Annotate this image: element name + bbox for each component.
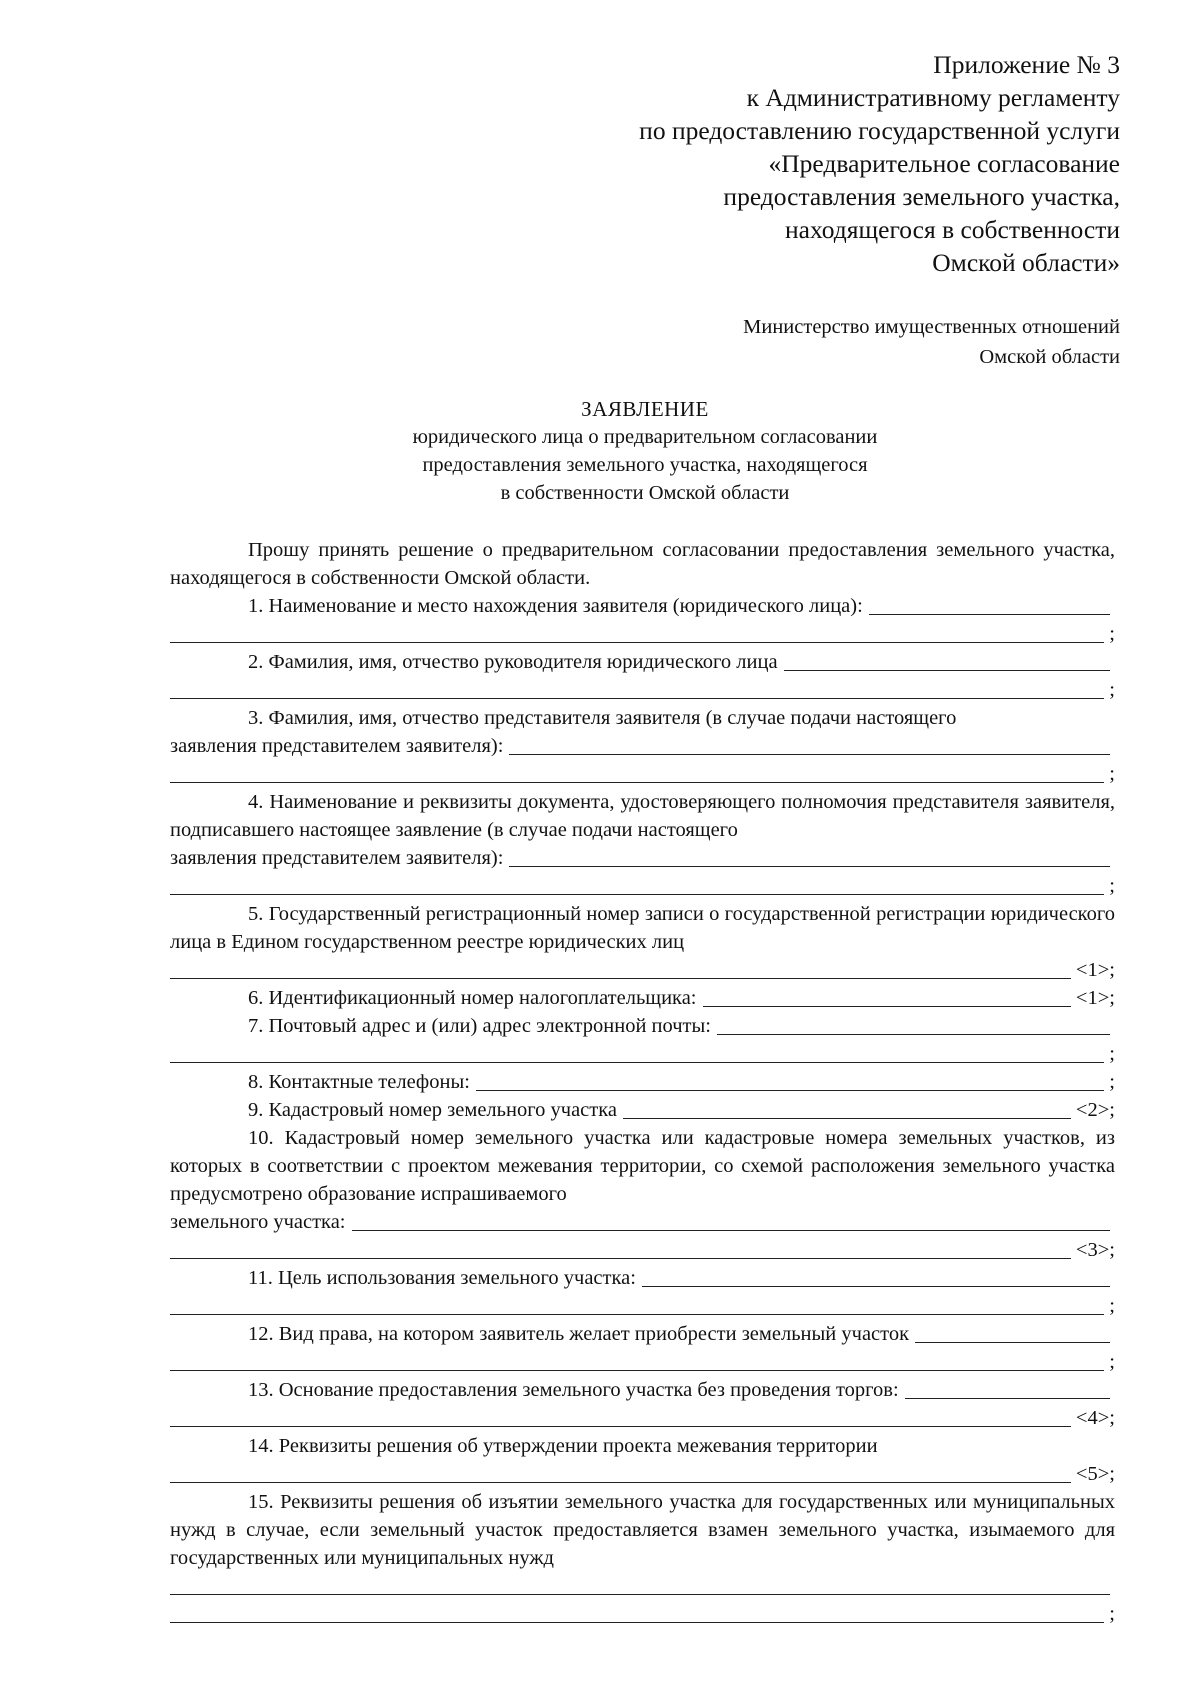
title-sub: в собственности Омской области <box>500 482 790 504</box>
item-label: 2. Фамилия, имя, отчество руководителя юридического лица <box>248 651 778 673</box>
header-line: Омской области» <box>932 248 1120 277</box>
item-3 <box>170 732 1115 760</box>
item-label: заявления представителем заявителя): <box>170 735 504 757</box>
header-line: «Предварительное согласование <box>768 149 1120 178</box>
fill-line[interactable] <box>476 1070 1104 1091</box>
intro-paragraph: Прошу принять решение о предварительном согласовании предоставления земельного участка, находящегося в собственности Омской области. <box>170 539 1115 589</box>
fill-line[interactable] <box>623 1098 1071 1119</box>
fill-line[interactable] <box>915 1322 1110 1343</box>
fill-line[interactable] <box>170 762 1104 783</box>
line-end-mark: ; <box>1109 1043 1115 1065</box>
line-end-mark: ; <box>1109 1071 1115 1093</box>
footnote-mark: <5>; <box>1075 1463 1115 1485</box>
item-15-text: 15. Реквизиты решения об изъятии земельного участка для государственных или муниципальных нужд в случае, если земельный участок предоставляется взамен земельного участка, изымаемого для государственных или муниципальных нужд <box>170 1491 1115 1569</box>
line-end-mark: ; <box>1109 1603 1115 1625</box>
application-body <box>170 536 1115 1628</box>
fill-line[interactable] <box>905 1378 1110 1399</box>
line-end-mark: ; <box>1109 679 1115 701</box>
fill-line[interactable] <box>170 958 1071 979</box>
item-5-line <box>170 956 1115 984</box>
fill-line[interactable] <box>170 1238 1071 1259</box>
fill-line[interactable] <box>170 874 1104 895</box>
title-sub: предоставления земельного участка, находящегося <box>422 454 868 476</box>
header-line: Приложение № 3 <box>933 50 1120 79</box>
item-14-line <box>170 1460 1115 1488</box>
title-sub: юридического лица о предварительном согласовании <box>412 426 878 448</box>
addressee <box>743 312 1120 372</box>
fill-line[interactable] <box>170 1406 1071 1427</box>
item-label: 6. Идентификационный номер налогоплательщика: <box>248 987 697 1009</box>
item-9 <box>170 1096 1115 1124</box>
item-7 <box>170 1012 1115 1040</box>
line-end-mark: ; <box>1109 1295 1115 1317</box>
fill-line[interactable] <box>170 1574 1110 1595</box>
item-13-continuation <box>170 1404 1115 1432</box>
item-8 <box>170 1068 1115 1096</box>
fill-line[interactable] <box>703 986 1071 1007</box>
footnote-mark: <1>; <box>1075 959 1115 981</box>
item-label: земельного участка: <box>170 1211 346 1233</box>
item-10-continuation <box>170 1236 1115 1264</box>
item-4-text: 4. Наименование и реквизиты документа, удостоверяющего полномочия представителя заявителя, подписавшего настоящее заявление (в случае подачи настоящего <box>170 791 1115 841</box>
fill-line[interactable] <box>352 1210 1110 1231</box>
footnote-mark: <1>; <box>1075 987 1115 1009</box>
item-1-continuation <box>170 620 1115 648</box>
fill-line[interactable] <box>717 1014 1110 1035</box>
fill-line[interactable] <box>170 1350 1104 1371</box>
footnote-mark: <3>; <box>1075 1239 1115 1261</box>
fill-line[interactable] <box>170 1042 1104 1063</box>
item-12-continuation <box>170 1348 1115 1376</box>
item-label: заявления представителем заявителя): <box>170 847 504 869</box>
fill-line[interactable] <box>784 650 1110 671</box>
fill-line[interactable] <box>170 1602 1104 1623</box>
item-label: 9. Кадастровый номер земельного участка <box>248 1099 617 1121</box>
addressee-line: Омской области <box>979 346 1120 368</box>
item-label: 8. Контактные телефоны: <box>248 1071 470 1093</box>
item-2 <box>170 648 1115 676</box>
item-3-text: 3. Фамилия, имя, отчество представителя заявителя (в случае подачи настоящего <box>248 707 957 729</box>
title-main: ЗАЯВЛЕНИЕ <box>581 397 709 421</box>
item-14-text: 14. Реквизиты решения об утверждении проекта межевания территории <box>248 1435 878 1457</box>
item-label: 13. Основание предоставления земельного участка без проведения торгов: <box>248 1379 899 1401</box>
item-label: 1. Наименование и место нахождения заявителя (юридического лица): <box>248 595 863 617</box>
fill-line[interactable] <box>170 678 1104 699</box>
item-5-text: 5. Государственный регистрационный номер записи о государственной регистрации юридического лица в Едином государственном реестре юридических лиц <box>170 903 1115 953</box>
item-4-continuation <box>170 872 1115 900</box>
line-end-mark: ; <box>1109 623 1115 645</box>
item-3-continuation <box>170 760 1115 788</box>
header-line: находящегося в собственности <box>785 215 1120 244</box>
footnote-mark: <4>; <box>1075 1407 1115 1429</box>
fill-line[interactable] <box>642 1266 1110 1287</box>
fill-line[interactable] <box>509 846 1110 867</box>
fill-line[interactable] <box>509 734 1110 755</box>
item-7-continuation <box>170 1040 1115 1068</box>
item-12 <box>170 1320 1115 1348</box>
line-end-mark: ; <box>1109 875 1115 897</box>
addressee-line: Министерство имущественных отношений <box>743 316 1120 338</box>
item-label: 7. Почтовый адрес и (или) адрес электронной почты: <box>248 1015 711 1037</box>
fill-line[interactable] <box>170 1294 1104 1315</box>
item-15-continuation <box>170 1600 1115 1628</box>
item-2-continuation <box>170 676 1115 704</box>
item-10 <box>170 1208 1115 1236</box>
fill-line[interactable] <box>170 1462 1071 1483</box>
line-end-mark: ; <box>1109 763 1115 785</box>
item-11 <box>170 1264 1115 1292</box>
item-15-line <box>170 1572 1115 1600</box>
item-label: 11. Цель использования земельного участка: <box>248 1267 636 1289</box>
item-11-continuation <box>170 1292 1115 1320</box>
document-title <box>0 395 1200 507</box>
item-6 <box>170 984 1115 1012</box>
footnote-mark: <2>; <box>1075 1099 1115 1121</box>
fill-line[interactable] <box>869 594 1110 615</box>
fill-line[interactable] <box>170 622 1104 643</box>
header-line: к Административному регламенту <box>746 83 1120 112</box>
header-line: предоставления земельного участка, <box>723 182 1120 211</box>
item-10-text: 10. Кадастровый номер земельного участка или кадастровые номера земельных участков, из которых в соответствии с проектом межевания территории, со схемой расположения земельного участка предусмотрено образование испрашиваемого <box>170 1127 1115 1205</box>
line-end-mark: ; <box>1109 1351 1115 1373</box>
item-4 <box>170 844 1115 872</box>
header-line: по предоставлению государственной услуги <box>639 116 1120 145</box>
appendix-header <box>639 48 1120 279</box>
item-1 <box>170 592 1115 620</box>
item-13 <box>170 1376 1115 1404</box>
item-label: 12. Вид права, на котором заявитель желает приобрести земельный участок <box>248 1323 910 1345</box>
